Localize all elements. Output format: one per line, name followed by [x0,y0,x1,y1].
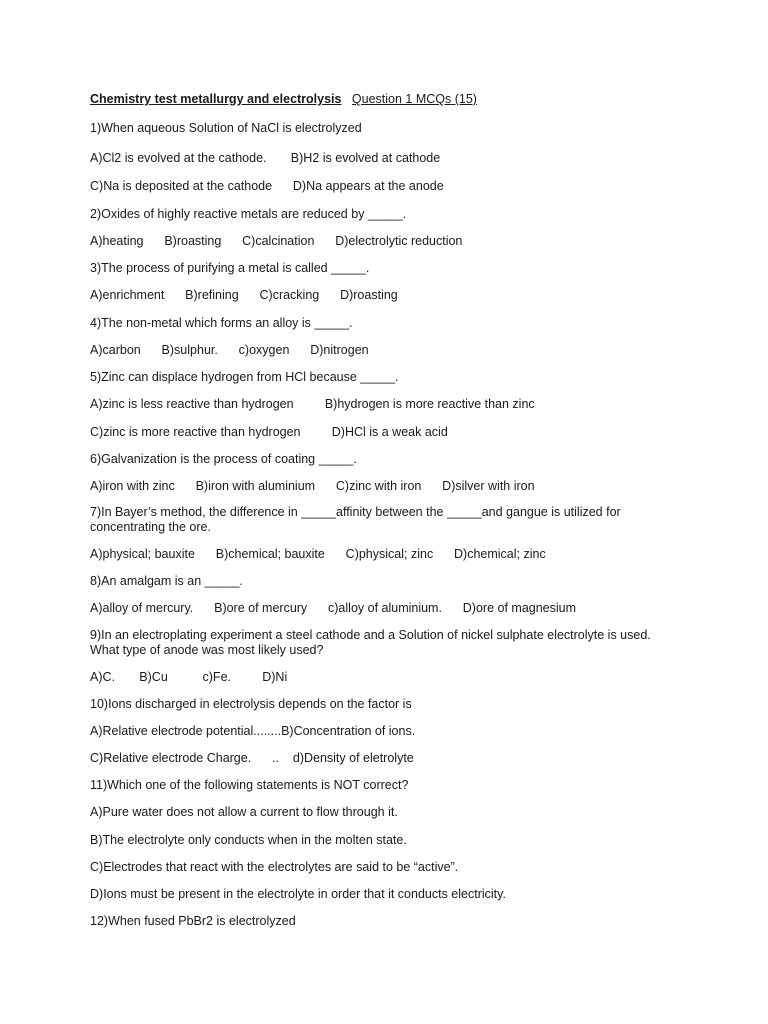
question-9-options: A)C. B)Cu c)Fe. D)Ni [90,670,288,684]
question-10-options-ab: A)Relative electrode potential........B)Concentration of ions. [90,724,416,738]
test-title: Chemistry test metallurgy and electrolysis [90,92,342,106]
question-12: 12)When fused PbBr2 is electrolyzed [90,914,296,928]
question-2-options: A)heating B)roasting C)calcination D)electrolytic reduction [90,234,463,248]
section-heading: Question 1 MCQs (15) [351,92,477,106]
question-11-option-a: A)Pure water does not allow a current to flow through it. [90,805,398,819]
question-1: 1)When aqueous Solution of NaCl is electrolyzed [90,121,362,135]
question-1-options-ab: A)Cl2 is evolved at the cathode. B)H2 is evolved at cathode [90,151,441,165]
question-4-options: A)carbon B)sulphur. c)oxygen D)nitrogen [90,343,369,357]
question-11-option-b: B)The electrolyte only conducts when in the molten state. [90,833,407,847]
question-8: 8)An amalgam is an _____. [90,574,243,588]
question-4: 4)The non-metal which forms an alloy is _____. [90,316,353,330]
question-2: 2)Oxides of highly reactive metals are reduced by _____. [90,207,407,221]
document-header [90,92,477,107]
question-5-options-ab: A)zinc is less reactive than hydrogen B)hydrogen is more reactive than zinc [90,397,535,411]
question-5: 5)Zinc can displace hydrogen from HCl because _____. [90,370,399,384]
question-3-options: A)enrichment B)refining C)cracking D)roasting [90,288,398,302]
question-11-option-d: D)Ions must be present in the electrolyte in order that it conducts electricity. [90,887,506,901]
question-10: 10)Ions discharged in electrolysis depends on the factor is [90,697,412,711]
question-3: 3)The process of purifying a metal is called _____. [90,261,370,275]
question-11-option-c: C)Electrodes that react with the electrolytes are said to be “active”. [90,860,459,874]
question-10-options-cd: C)Relative electrode Charge. .. d)Density of eletrolyte [90,751,414,765]
question-9: 9)In an electroplating experiment a steel cathode and a Solution of nickel sulphate electrolyte is used. What type of anode was most likely used? [90,628,651,657]
question-7: 7)In Bayer’s method, the difference in _____affinity between the _____and gangue is utilized for concentrating the ore. [90,505,621,534]
question-1-options-cd: C)Na is deposited at the cathode D)Na appears at the anode [90,179,444,193]
question-11: 11)Which one of the following statements is NOT correct? [90,778,409,792]
question-5-options-cd: C)zinc is more reactive than hydrogen D)HCl is a weak acid [90,425,448,439]
question-8-options: A)alloy of mercury. B)ore of mercury c)alloy of aluminium. D)ore of magnesium [90,601,577,615]
question-6-options: A)iron with zinc B)iron with aluminium C)zinc with iron D)silver with iron [90,479,535,493]
question-6: 6)Galvanization is the process of coating _____. [90,452,357,466]
question-7-options: A)physical; bauxite B)chemical; bauxite C)physical; zinc D)chemical; zinc [90,547,546,561]
